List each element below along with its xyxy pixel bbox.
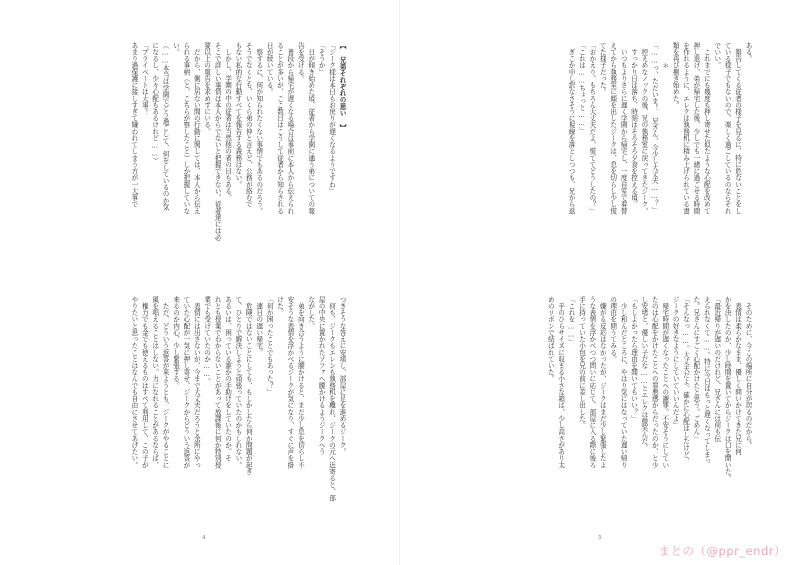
- text-line: うな表情を浮かべつつ問いに応じて、部屋に入る際に後ろ: [587, 296, 596, 469]
- right-page: [400, 0, 800, 565]
- text-line: し安堵と、優しい子だな……とエレクは微笑んだ。: [639, 296, 648, 452]
- text-line: ながした。: [306, 296, 315, 330]
- text-line: 表情は柔らかなまま、優しく問いかけてきた兄に何: [733, 296, 742, 455]
- text-line: 弟を向き合うように腰かけると、まだ少し息を切らし不: [296, 296, 305, 469]
- text-line: 察するに、何か知られたくない事情でもあるのだろう。: [254, 42, 263, 215]
- text-line: 権力でも金でも使えるものはすべて利用して、この子が: [140, 296, 149, 469]
- text-line: けた。: [275, 296, 284, 316]
- text-line: 「プライベートは大事！: [140, 42, 149, 115]
- text-line: 屋の中央に置かれたソファへ腰かけるようジークへう: [317, 296, 326, 455]
- text-line: もない私的な行動すべてを報告する義務はない。: [233, 42, 242, 188]
- text-line: 控えめなノックの後、兄の執務室に戻ってきたジーク。: [639, 42, 648, 215]
- text-line: 日が続いている。: [265, 42, 274, 95]
- text-line: すっかり日は落ち、時刻はそろそろ夕食を控える頃。: [629, 42, 638, 208]
- left-top-text: [52, 42, 347, 274]
- text-line: られる事柄（と、こちらが察したこと）しか把握していな: [181, 42, 190, 215]
- text-line: （……本当は学園でどう過ごして、何をしているのか気: [161, 42, 170, 211]
- text-line: 業でも受けていたのか……。: [202, 296, 211, 385]
- text-line: 来るのか内心、少し緊張する。: [171, 296, 180, 389]
- text-line: 類を再び捌き始めた。: [671, 42, 680, 109]
- text-line: ている様子でもないので、楽しく過ごしているのならそれ: [723, 42, 732, 215]
- text-line: 「何か困ったことでもあった？」: [265, 296, 274, 396]
- section-break: ＊: [660, 62, 669, 69]
- text-line: だから、側に居ない間の行動に関しては、本人から伝え: [192, 42, 201, 215]
- chapter-heading: 【 兄弟それぞれの思い 】: [338, 42, 346, 131]
- text-line: 報告してくる従者の様子を見るに、特に危ないことをし: [733, 42, 742, 215]
- text-line: いつもよりさらに遅く学園から帰宅し、一度自室で着替: [619, 42, 628, 215]
- text-line: えられなくて……。特に今日はもっと遅くなってしまっ: [702, 296, 711, 465]
- text-line: れとも授業でわからないことがあって放課後に何か特別授: [213, 296, 222, 469]
- text-line: 「ジーク様は本日もお戻りが遅くなるようですわ」: [327, 42, 336, 195]
- text-line: い。: [171, 42, 180, 56]
- left-bottom-text: [52, 296, 347, 522]
- text-line: 「……っ、ただいま！ 兄さん、今少し大丈夫……？」: [650, 42, 659, 214]
- text-line: 「おかえり。もちろん大丈夫だよ。慌ててどうしたの？」: [587, 42, 596, 215]
- text-line: 「これは……ちょっと……」: [577, 42, 586, 134]
- text-line: 「もしよかったら理由を聞いてもいい？」: [629, 296, 638, 422]
- text-line: ジークの好きなようにしていていいんだよ」: [671, 296, 680, 429]
- text-line: 押し退け、弟が帰宅した後、少しでも一緒に過ごせる時間: [691, 42, 700, 215]
- text-line: これまでにも幾度も押し寄せた似たような心配を改めて: [702, 42, 711, 215]
- text-line: 「そうか」: [317, 42, 326, 76]
- text-line: 「これを……」: [567, 296, 576, 346]
- text-line: 日が傾き始めた頃、従者から学園に通う弟についての報: [306, 42, 315, 215]
- text-line: ることが多いが、ここ数日はこうして従者から知らされる: [275, 42, 284, 215]
- author-watermark: まとの（@ppr_endr）: [658, 544, 786, 558]
- text-line: 普段から帰宅が遅くなる場合は事前に本人から伝えられ: [285, 42, 294, 215]
- text-line: 要以上の報告を求めずにいる。: [202, 42, 211, 135]
- text-line: そこで詳しい事情は本人からでないと把握できない。従者達には必: [213, 42, 222, 241]
- text-line: 何も、ジークもエレンも執務机を離れ、ジークの元へ近寄ると、部: [327, 296, 336, 502]
- text-line: ぎこか申し訳なさそうに視線を落としつつも、兄から返: [567, 42, 576, 215]
- text-line: 表情には出さないが、今まで大丈夫だろうと余所にやっ: [192, 296, 201, 469]
- text-line: 「そんなっ……。大丈夫だよ。確かに心配はしたけど、: [681, 296, 690, 465]
- page-number-left: 4: [202, 535, 206, 541]
- right-bottom-text: [465, 296, 753, 522]
- text-line: しかし、学園の中の従者は当然他の者の目もある。: [223, 42, 232, 201]
- text-line: 安そうな表情を浮かべるジークが気になり、すぐに声を掛: [285, 296, 294, 469]
- text-line: 嫌がる反応はなかったが、ジークはまだ少し緊張したよ: [598, 296, 607, 469]
- text-line: になるし、少々心配もあるけれど……）: [150, 42, 159, 164]
- text-line: た。兄さんにすごく心配かけたと思う。ごめん」: [691, 296, 700, 442]
- text-line: て、ひとりで解決しようと頑張っていたのかもしれない。: [233, 296, 242, 469]
- text-line: ある。: [744, 42, 752, 62]
- text-line: めのリボンで結ばれていた。: [546, 296, 555, 383]
- text-line: 連日の遅い帰宅。: [254, 296, 263, 356]
- text-line: 帰宅時間が遅くなったことへの謝罪。不安そうにしてい: [660, 296, 669, 469]
- page-number-right: 5: [598, 535, 602, 541]
- text-line: の理由を問うてみる。: [608, 296, 617, 363]
- text-line: 少し和んだところに、やはり気にはなっていた遅い帰り: [619, 296, 628, 469]
- text-line: つきそうな答えに安堵し、部屋に足を進めるジーク。: [338, 296, 346, 455]
- text-line: やりたいと思ったことはなんでも自由にさせてあげたい。: [129, 296, 138, 469]
- text-line: えてから執務室に顔を出したジークは、息を切らし少し慌: [608, 42, 617, 215]
- text-line: 「最近帰りが遅いのだけれど、兄さんには何も伝: [712, 296, 721, 442]
- text-line: 風を唱えることはしない。力になれることがあるならば、: [150, 296, 159, 469]
- text-line: ていた心配が一気に押し寄せ、ジークからどういう返答が: [181, 296, 190, 469]
- text-line: 手に持っていた小包を兄の前に差し出した。: [577, 296, 586, 429]
- text-line: 危険ではないことにしても、もしかしたら何か問題が起き: [244, 296, 253, 475]
- text-line: てた様子だった。: [598, 42, 607, 95]
- text-line: そうでなくとも、いくら弟の仲と言えど、公務が絡むで: [244, 42, 253, 208]
- text-line: たのは心配をかけたことへの罪悪感からだったのか、と少: [650, 296, 659, 469]
- text-line: かを決したのか、少し時間を置いてからジークは口を開いた。: [723, 296, 732, 482]
- text-line: 告を受ける。: [296, 42, 305, 82]
- text-line: そのために、今この場所に自分が居るのだから。: [744, 296, 752, 449]
- text-line: あまり過保護に接しすぎて嫌われてしまう方が一大事で: [129, 42, 138, 208]
- text-line: ただ、どういう返答が来ようとも、ジークがやることに: [161, 296, 170, 469]
- text-line: あるいは、困っている誰かの手助けをしていたのか。そ: [223, 296, 232, 462]
- text-line: 手のひらサイズに収まる小さな箱は、少し高さがあり太: [556, 296, 565, 469]
- text-line: でいい。: [712, 42, 721, 69]
- text-line: を作れるように、エレクは執務机に積み上げられている書: [681, 42, 690, 215]
- right-top-text: [465, 42, 753, 274]
